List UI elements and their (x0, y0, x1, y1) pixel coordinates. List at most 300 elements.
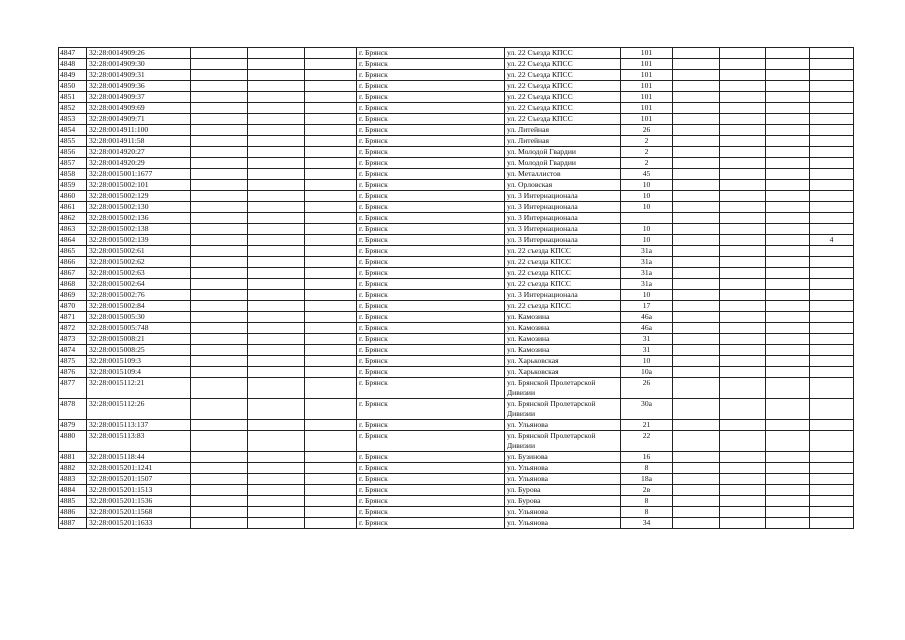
street-cell: ул. Бурова (505, 485, 621, 496)
table-row (59, 431, 854, 452)
city-cell: г. Брянск (357, 507, 505, 518)
row-number-cell: 4856 (59, 147, 87, 158)
table-row (59, 70, 854, 81)
blank-cell (673, 59, 720, 70)
blank-cell (673, 246, 720, 257)
blank-cell (191, 463, 248, 474)
cadastral-number-cell: 32:28:0015113:83 (87, 431, 191, 452)
cadastral-number-cell: 32:28:0015002:84 (87, 301, 191, 312)
house-number-cell: 101 (621, 103, 673, 114)
house-number-cell: 101 (621, 70, 673, 81)
city-cell: г. Брянск (357, 279, 505, 290)
row-number-cell: 4849 (59, 70, 87, 81)
blank-cell (766, 474, 810, 485)
blank-cell (720, 378, 766, 399)
extra-value-cell: 4 (810, 235, 854, 246)
extra-value-cell (810, 496, 854, 507)
blank-cell (191, 452, 248, 463)
property-register-table (58, 47, 854, 529)
house-number-cell: 21 (621, 420, 673, 431)
blank-cell (720, 103, 766, 114)
blank-cell (248, 158, 305, 169)
table-row (59, 147, 854, 158)
row-number-cell: 4873 (59, 334, 87, 345)
cadastral-number-cell: 32:28:0015002:62 (87, 257, 191, 268)
table-row (59, 323, 854, 334)
blank-cell (673, 518, 720, 529)
blank-cell (766, 334, 810, 345)
blank-cell (720, 114, 766, 125)
cadastral-number-cell: 32:28:0015109:4 (87, 367, 191, 378)
extra-value-cell (810, 463, 854, 474)
extra-value-cell (810, 301, 854, 312)
table-row (59, 301, 854, 312)
extra-value-cell (810, 48, 854, 59)
blank-cell (720, 367, 766, 378)
blank-cell (673, 202, 720, 213)
cadastral-number-cell: 32:28:0015201:1568 (87, 507, 191, 518)
blank-cell (191, 246, 248, 257)
blank-cell (248, 246, 305, 257)
city-cell: г. Брянск (357, 431, 505, 452)
table-row (59, 485, 854, 496)
blank-cell (305, 169, 357, 180)
row-number-cell: 4884 (59, 485, 87, 496)
blank-cell (673, 290, 720, 301)
house-number-cell (621, 213, 673, 224)
table-row (59, 507, 854, 518)
blank-cell (766, 312, 810, 323)
house-number-cell: 101 (621, 92, 673, 103)
city-cell: г. Брянск (357, 169, 505, 180)
blank-cell (673, 180, 720, 191)
table-row (59, 114, 854, 125)
blank-cell (248, 485, 305, 496)
cadastral-number-cell: 32:28:0014911:100 (87, 125, 191, 136)
extra-value-cell (810, 268, 854, 279)
blank-cell (305, 301, 357, 312)
blank-cell (673, 301, 720, 312)
blank-cell (720, 345, 766, 356)
blank-cell (673, 125, 720, 136)
blank-cell (305, 158, 357, 169)
house-number-cell: 2 (621, 147, 673, 158)
extra-value-cell (810, 345, 854, 356)
row-number-cell: 4879 (59, 420, 87, 431)
cadastral-number-cell: 32:28:0015002:130 (87, 202, 191, 213)
cadastral-number-cell: 32:28:0014920:27 (87, 147, 191, 158)
blank-cell (673, 378, 720, 399)
blank-cell (720, 356, 766, 367)
blank-cell (673, 463, 720, 474)
blank-cell (248, 169, 305, 180)
blank-cell (248, 92, 305, 103)
city-cell: г. Брянск (357, 59, 505, 70)
cadastral-number-cell: 32:28:0015118:44 (87, 452, 191, 463)
city-cell: г. Брянск (357, 103, 505, 114)
cadastral-number-cell: 32:28:0015002:139 (87, 235, 191, 246)
house-number-cell: 10а (621, 367, 673, 378)
city-cell: г. Брянск (357, 92, 505, 103)
blank-cell (720, 92, 766, 103)
blank-cell (766, 496, 810, 507)
blank-cell (305, 224, 357, 235)
blank-cell (673, 213, 720, 224)
blank-cell (766, 169, 810, 180)
cadastral-number-cell: 32:28:0015201:1633 (87, 518, 191, 529)
blank-cell (248, 431, 305, 452)
blank-cell (191, 59, 248, 70)
blank-cell (305, 235, 357, 246)
cadastral-number-cell: 32:28:0015002:101 (87, 180, 191, 191)
blank-cell (673, 399, 720, 420)
blank-cell (305, 420, 357, 431)
blank-cell (248, 268, 305, 279)
blank-cell (673, 507, 720, 518)
cadastral-number-cell: 32:28:0015002:63 (87, 268, 191, 279)
city-cell: г. Брянск (357, 323, 505, 334)
blank-cell (248, 452, 305, 463)
blank-cell (248, 202, 305, 213)
row-number-cell: 4850 (59, 81, 87, 92)
cadastral-number-cell: 32:28:0015112:26 (87, 399, 191, 420)
blank-cell (305, 147, 357, 158)
blank-cell (305, 213, 357, 224)
blank-cell (720, 235, 766, 246)
house-number-cell: 31а (621, 246, 673, 257)
row-number-cell: 4859 (59, 180, 87, 191)
street-cell: ул. 22 съезда КПСС (505, 279, 621, 290)
extra-value-cell (810, 257, 854, 268)
blank-cell (673, 496, 720, 507)
cadastral-number-cell: 32:28:0015002:129 (87, 191, 191, 202)
blank-cell (305, 474, 357, 485)
street-cell: ул. Металлистов (505, 169, 621, 180)
house-number-cell: 10 (621, 356, 673, 367)
blank-cell (720, 147, 766, 158)
city-cell: г. Брянск (357, 81, 505, 92)
city-cell: г. Брянск (357, 268, 505, 279)
blank-cell (673, 431, 720, 452)
table-row (59, 463, 854, 474)
extra-value-cell (810, 431, 854, 452)
table-row (59, 279, 854, 290)
blank-cell (305, 452, 357, 463)
blank-cell (305, 180, 357, 191)
blank-cell (766, 290, 810, 301)
blank-cell (673, 70, 720, 81)
blank-cell (720, 474, 766, 485)
blank-cell (248, 103, 305, 114)
blank-cell (766, 81, 810, 92)
blank-cell (248, 114, 305, 125)
cadastral-number-cell: 32:28:0015008:21 (87, 334, 191, 345)
blank-cell (720, 224, 766, 235)
street-cell: ул. Камозина (505, 334, 621, 345)
cadastral-number-cell: 32:28:0014909:71 (87, 114, 191, 125)
cadastral-number-cell: 32:28:0015005:748 (87, 323, 191, 334)
row-number-cell: 4866 (59, 257, 87, 268)
blank-cell (305, 81, 357, 92)
table-row (59, 180, 854, 191)
cadastral-number-cell: 32:28:0015001:1677 (87, 169, 191, 180)
blank-cell (305, 279, 357, 290)
blank-cell (720, 81, 766, 92)
blank-cell (673, 312, 720, 323)
blank-cell (305, 323, 357, 334)
blank-cell (720, 507, 766, 518)
city-cell: г. Брянск (357, 235, 505, 246)
blank-cell (248, 518, 305, 529)
row-number-cell: 4876 (59, 367, 87, 378)
table-row (59, 474, 854, 485)
house-number-cell: 10 (621, 202, 673, 213)
row-number-cell: 4863 (59, 224, 87, 235)
blank-cell (248, 191, 305, 202)
city-cell: г. Брянск (357, 224, 505, 235)
blank-cell (766, 92, 810, 103)
cadastral-number-cell: 32:28:0015002:138 (87, 224, 191, 235)
street-cell: ул. Брянской Пролетарской Дивизии (505, 378, 621, 399)
blank-cell (766, 158, 810, 169)
street-cell: ул. 22 Съезда КПСС (505, 59, 621, 70)
row-number-cell: 4882 (59, 463, 87, 474)
blank-cell (191, 399, 248, 420)
extra-value-cell (810, 452, 854, 463)
row-number-cell: 4885 (59, 496, 87, 507)
blank-cell (766, 378, 810, 399)
blank-cell (191, 191, 248, 202)
blank-cell (673, 367, 720, 378)
extra-value-cell (810, 518, 854, 529)
blank-cell (191, 213, 248, 224)
table-row (59, 367, 854, 378)
blank-cell (766, 147, 810, 158)
blank-cell (673, 169, 720, 180)
blank-cell (720, 268, 766, 279)
house-number-cell: 22 (621, 431, 673, 452)
blank-cell (305, 345, 357, 356)
blank-cell (766, 507, 810, 518)
street-cell: ул. Камозина (505, 312, 621, 323)
house-number-cell: 26 (621, 378, 673, 399)
extra-value-cell (810, 114, 854, 125)
blank-cell (720, 191, 766, 202)
row-number-cell: 4868 (59, 279, 87, 290)
blank-cell (720, 213, 766, 224)
blank-cell (248, 180, 305, 191)
house-number-cell: 18а (621, 474, 673, 485)
street-cell: ул. 3 Интернационала (505, 290, 621, 301)
blank-cell (720, 301, 766, 312)
blank-cell (191, 356, 248, 367)
blank-cell (305, 92, 357, 103)
blank-cell (248, 301, 305, 312)
blank-cell (673, 268, 720, 279)
row-number-cell: 4871 (59, 312, 87, 323)
extra-value-cell (810, 323, 854, 334)
cadastral-number-cell: 32:28:0014911:58 (87, 136, 191, 147)
blank-cell (766, 114, 810, 125)
street-cell: ул. 22 съезда КПСС (505, 268, 621, 279)
blank-cell (191, 474, 248, 485)
table-row (59, 420, 854, 431)
blank-cell (191, 367, 248, 378)
cadastral-number-cell: 32:28:0015002:136 (87, 213, 191, 224)
blank-cell (191, 235, 248, 246)
extra-value-cell (810, 92, 854, 103)
blank-cell (673, 334, 720, 345)
house-number-cell: 2 (621, 158, 673, 169)
blank-cell (720, 48, 766, 59)
register-body (59, 48, 854, 529)
row-number-cell: 4878 (59, 399, 87, 420)
house-number-cell: 16 (621, 452, 673, 463)
row-number-cell: 4872 (59, 323, 87, 334)
house-number-cell: 46а (621, 312, 673, 323)
blank-cell (673, 356, 720, 367)
row-number-cell: 4864 (59, 235, 87, 246)
extra-value-cell (810, 136, 854, 147)
table-row (59, 345, 854, 356)
blank-cell (248, 81, 305, 92)
blank-cell (248, 235, 305, 246)
blank-cell (191, 92, 248, 103)
blank-cell (673, 103, 720, 114)
blank-cell (191, 180, 248, 191)
blank-cell (720, 279, 766, 290)
table-row (59, 246, 854, 257)
city-cell: г. Брянск (357, 496, 505, 507)
blank-cell (191, 323, 248, 334)
street-cell: ул. 22 съезда КПСС (505, 246, 621, 257)
street-cell: ул. Молодой Гвардии (505, 158, 621, 169)
street-cell: ул. Ульянова (505, 420, 621, 431)
blank-cell (766, 485, 810, 496)
blank-cell (248, 125, 305, 136)
table-row (59, 356, 854, 367)
blank-cell (191, 125, 248, 136)
blank-cell (673, 92, 720, 103)
blank-cell (766, 191, 810, 202)
house-number-cell: 26 (621, 125, 673, 136)
street-cell: ул. Харьковская (505, 367, 621, 378)
blank-cell (766, 345, 810, 356)
table-row (59, 399, 854, 420)
extra-value-cell (810, 290, 854, 301)
cadastral-number-cell: 32:28:0014920:29 (87, 158, 191, 169)
blank-cell (673, 48, 720, 59)
house-number-cell: 101 (621, 48, 673, 59)
extra-value-cell (810, 312, 854, 323)
row-number-cell: 4883 (59, 474, 87, 485)
table-row (59, 136, 854, 147)
extra-value-cell (810, 103, 854, 114)
blank-cell (248, 279, 305, 290)
blank-cell (191, 48, 248, 59)
city-cell: г. Брянск (357, 485, 505, 496)
row-number-cell: 4865 (59, 246, 87, 257)
row-number-cell: 4869 (59, 290, 87, 301)
city-cell: г. Брянск (357, 474, 505, 485)
cadastral-number-cell: 32:28:0014909:30 (87, 59, 191, 70)
house-number-cell: 8 (621, 507, 673, 518)
blank-cell (766, 202, 810, 213)
blank-cell (248, 463, 305, 474)
table-row (59, 257, 854, 268)
blank-cell (673, 81, 720, 92)
street-cell: ул. 22 съезда КПСС (505, 257, 621, 268)
street-cell: ул. Ульянова (505, 474, 621, 485)
house-number-cell: 10 (621, 224, 673, 235)
blank-cell (305, 496, 357, 507)
cadastral-number-cell: 32:28:0014909:37 (87, 92, 191, 103)
row-number-cell: 4854 (59, 125, 87, 136)
blank-cell (766, 356, 810, 367)
blank-cell (191, 169, 248, 180)
extra-value-cell (810, 420, 854, 431)
row-number-cell: 4851 (59, 92, 87, 103)
blank-cell (248, 323, 305, 334)
blank-cell (305, 518, 357, 529)
blank-cell (248, 136, 305, 147)
house-number-cell: 31 (621, 334, 673, 345)
blank-cell (766, 136, 810, 147)
blank-cell (673, 279, 720, 290)
street-cell: ул. Ульянова (505, 507, 621, 518)
extra-value-cell (810, 125, 854, 136)
extra-value-cell (810, 147, 854, 158)
cadastral-number-cell: 32:28:0015201:1241 (87, 463, 191, 474)
blank-cell (191, 147, 248, 158)
city-cell: г. Брянск (357, 334, 505, 345)
house-number-cell: 101 (621, 81, 673, 92)
street-cell: ул. Брянской Пролетарской Дивизии (505, 399, 621, 420)
city-cell: г. Брянск (357, 48, 505, 59)
blank-cell (248, 147, 305, 158)
extra-value-cell (810, 378, 854, 399)
cadastral-number-cell: 32:28:0015112:21 (87, 378, 191, 399)
table-row (59, 235, 854, 246)
blank-cell (673, 345, 720, 356)
blank-cell (720, 452, 766, 463)
street-cell: ул. Бузинова (505, 452, 621, 463)
blank-cell (766, 301, 810, 312)
blank-cell (191, 301, 248, 312)
row-number-cell: 4853 (59, 114, 87, 125)
street-cell: ул. Ульянова (505, 463, 621, 474)
cadastral-number-cell: 32:28:0014909:26 (87, 48, 191, 59)
row-number-cell: 4857 (59, 158, 87, 169)
blank-cell (673, 235, 720, 246)
street-cell: ул. Камозина (505, 323, 621, 334)
house-number-cell: 31а (621, 268, 673, 279)
street-cell: ул. 22 Съезда КПСС (505, 48, 621, 59)
table-row (59, 202, 854, 213)
row-number-cell: 4887 (59, 518, 87, 529)
street-cell: ул. Орловская (505, 180, 621, 191)
blank-cell (305, 268, 357, 279)
extra-value-cell (810, 356, 854, 367)
blank-cell (766, 103, 810, 114)
street-cell: ул. Ульянова (505, 518, 621, 529)
street-cell: ул. Камозина (505, 345, 621, 356)
blank-cell (305, 257, 357, 268)
city-cell: г. Брянск (357, 202, 505, 213)
table-row (59, 452, 854, 463)
blank-cell (673, 158, 720, 169)
blank-cell (248, 334, 305, 345)
